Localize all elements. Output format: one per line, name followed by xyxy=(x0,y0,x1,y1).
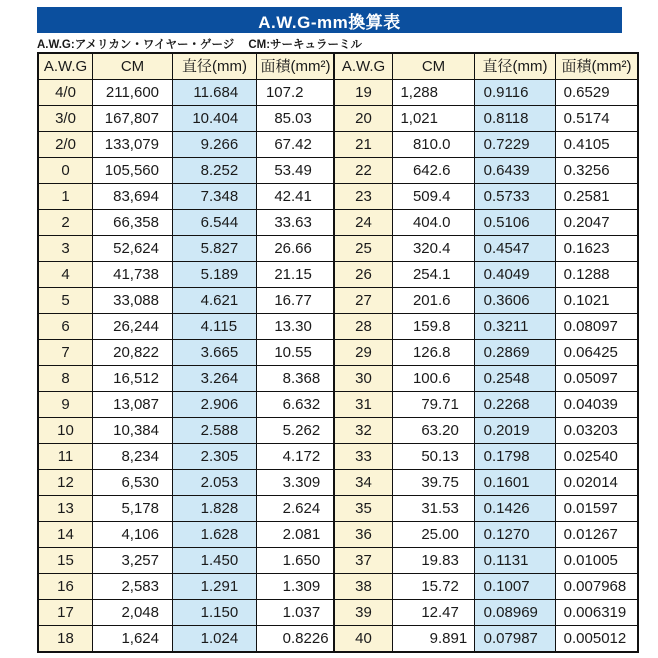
diameter-cell: 0.1270 xyxy=(475,522,556,548)
diameter-cell: 1.024 xyxy=(173,626,257,653)
awg-cell: 25 xyxy=(334,236,393,262)
table-row xyxy=(38,106,335,132)
area-cell: 0.3256 xyxy=(556,158,639,184)
diameter-cell: 0.1007 xyxy=(475,574,556,600)
table-row xyxy=(334,314,638,340)
diameter-cell: 0.3211 xyxy=(475,314,556,340)
table-row xyxy=(334,132,638,158)
legend xyxy=(37,36,362,51)
diameter-cell: 4.115 xyxy=(173,314,257,340)
table-row xyxy=(334,210,638,236)
area-cell: 0.01267 xyxy=(556,522,639,548)
table-row xyxy=(38,496,335,522)
cm-cell: 1,021 xyxy=(393,106,475,132)
table-row xyxy=(38,236,335,262)
cm-cell: 100.6 xyxy=(393,366,475,392)
table-row xyxy=(334,548,638,574)
diameter-cell: 3.665 xyxy=(173,340,257,366)
awg-cell: 17 xyxy=(38,600,93,626)
area-cell: 0.01005 xyxy=(556,548,639,574)
diameter-cell: 0.1601 xyxy=(475,470,556,496)
awg-cell: 4/0 xyxy=(38,80,93,106)
cm-cell: 50.13 xyxy=(393,444,475,470)
area-cell: 33.63 xyxy=(257,210,336,236)
awg-cell: 3/0 xyxy=(38,106,93,132)
table-row xyxy=(38,366,335,392)
area-cell: 0.006319 xyxy=(556,600,639,626)
cm-cell: 105,560 xyxy=(93,158,173,184)
table-row xyxy=(38,574,335,600)
area-cell: 0.005012 xyxy=(556,626,639,653)
cm-cell: 211,600 xyxy=(93,80,173,106)
table-row xyxy=(38,522,335,548)
area-cell: 2.081 xyxy=(257,522,336,548)
diameter-cell: 0.7229 xyxy=(475,132,556,158)
table-row xyxy=(334,80,638,106)
area-cell: 1.309 xyxy=(257,574,336,600)
cm-cell: 13,087 xyxy=(93,392,173,418)
awg-cell: 13 xyxy=(38,496,93,522)
table-row xyxy=(334,106,638,132)
cm-cell: 15.72 xyxy=(393,574,475,600)
table-row xyxy=(38,392,335,418)
area-cell: 0.5174 xyxy=(556,106,639,132)
cm-cell: 63.20 xyxy=(393,418,475,444)
table-row xyxy=(38,210,335,236)
table-row xyxy=(38,184,335,210)
diameter-cell: 1.150 xyxy=(173,600,257,626)
awg-cell: 20 xyxy=(334,106,393,132)
awg-cell: 27 xyxy=(334,288,393,314)
awg-cell: 14 xyxy=(38,522,93,548)
cm-cell: 133,079 xyxy=(93,132,173,158)
awg-cell: 39 xyxy=(334,600,393,626)
cm-cell: 52,624 xyxy=(93,236,173,262)
area-cell: 0.08097 xyxy=(556,314,639,340)
area-cell: 6.632 xyxy=(257,392,336,418)
awg-cell: 0 xyxy=(38,158,93,184)
cm-cell: 33,088 xyxy=(93,288,173,314)
diameter-cell: 8.252 xyxy=(173,158,257,184)
diameter-cell: 4.621 xyxy=(173,288,257,314)
table-row xyxy=(38,600,335,626)
table-row xyxy=(334,158,638,184)
cm-cell: 126.8 xyxy=(393,340,475,366)
table-row xyxy=(334,288,638,314)
awg-cell: 19 xyxy=(334,80,393,106)
table-row xyxy=(38,470,335,496)
table-row xyxy=(38,340,335,366)
awg-cell: 30 xyxy=(334,366,393,392)
table-row xyxy=(334,626,638,653)
area-cell: 53.49 xyxy=(257,158,336,184)
awg-cell: 2/0 xyxy=(38,132,93,158)
table-row xyxy=(38,418,335,444)
diameter-cell: 0.4547 xyxy=(475,236,556,262)
cm-cell: 404.0 xyxy=(393,210,475,236)
awg-cell: 4 xyxy=(38,262,93,288)
diameter-cell: 0.4049 xyxy=(475,262,556,288)
table-row xyxy=(334,236,638,262)
awg-cell: 34 xyxy=(334,470,393,496)
cm-cell: 810.0 xyxy=(393,132,475,158)
awg-cell: 18 xyxy=(38,626,93,653)
diameter-cell: 2.588 xyxy=(173,418,257,444)
legend-cm: CM:サーキュラーミル xyxy=(248,39,363,51)
awg-cell: 35 xyxy=(334,496,393,522)
awg-cell: 2 xyxy=(38,210,93,236)
diameter-cell: 5.189 xyxy=(173,262,257,288)
awg-cell: 29 xyxy=(334,340,393,366)
area-cell: 0.05097 xyxy=(556,366,639,392)
diameter-cell: 0.2548 xyxy=(475,366,556,392)
area-cell: 2.624 xyxy=(257,496,336,522)
column-header: CM xyxy=(93,53,173,80)
awg-cell: 11 xyxy=(38,444,93,470)
cm-cell: 8,234 xyxy=(93,444,173,470)
cm-cell: 25.00 xyxy=(393,522,475,548)
table-row xyxy=(334,574,638,600)
area-cell: 16.77 xyxy=(257,288,336,314)
table-row xyxy=(334,262,638,288)
column-header: 直径(mm) xyxy=(475,53,556,80)
diameter-cell: 0.2019 xyxy=(475,418,556,444)
diameter-cell: 6.544 xyxy=(173,210,257,236)
diameter-cell: 2.305 xyxy=(173,444,257,470)
area-cell: 67.42 xyxy=(257,132,336,158)
awg-cell: 10 xyxy=(38,418,93,444)
cm-cell: 320.4 xyxy=(393,236,475,262)
cm-cell: 3,257 xyxy=(93,548,173,574)
table-row xyxy=(334,392,638,418)
awg-cell: 6 xyxy=(38,314,93,340)
cm-cell: 254.1 xyxy=(393,262,475,288)
table-row xyxy=(38,132,335,158)
area-cell: 0.007968 xyxy=(556,574,639,600)
cm-cell: 167,807 xyxy=(93,106,173,132)
table-row xyxy=(38,80,335,106)
cm-cell: 12.47 xyxy=(393,600,475,626)
diameter-cell: 0.9116 xyxy=(475,80,556,106)
cm-cell: 66,358 xyxy=(93,210,173,236)
diameter-cell: 10.404 xyxy=(173,106,257,132)
table-row xyxy=(334,184,638,210)
table-row xyxy=(334,366,638,392)
diameter-cell: 1.450 xyxy=(173,548,257,574)
diameter-cell: 5.827 xyxy=(173,236,257,262)
table-row xyxy=(334,522,638,548)
diameter-cell: 1.628 xyxy=(173,522,257,548)
area-cell: 8.368 xyxy=(257,366,336,392)
cm-cell: 16,512 xyxy=(93,366,173,392)
diameter-cell: 2.906 xyxy=(173,392,257,418)
diameter-cell: 2.053 xyxy=(173,470,257,496)
diameter-cell: 0.2869 xyxy=(475,340,556,366)
diameter-cell: 7.348 xyxy=(173,184,257,210)
cm-cell: 39.75 xyxy=(393,470,475,496)
area-cell: 13.30 xyxy=(257,314,336,340)
table-row xyxy=(38,444,335,470)
area-cell: 4.172 xyxy=(257,444,336,470)
awg-cell: 8 xyxy=(38,366,93,392)
cm-cell: 1,288 xyxy=(393,80,475,106)
diameter-cell: 9.266 xyxy=(173,132,257,158)
table-row xyxy=(334,340,638,366)
awg-cell: 32 xyxy=(334,418,393,444)
header-row xyxy=(38,53,335,80)
diameter-cell: 1.291 xyxy=(173,574,257,600)
cm-cell: 83,694 xyxy=(93,184,173,210)
area-cell: 0.6529 xyxy=(556,80,639,106)
table-row xyxy=(38,288,335,314)
cm-cell: 9.891 xyxy=(393,626,475,653)
area-cell: 0.04039 xyxy=(556,392,639,418)
awg-cell: 24 xyxy=(334,210,393,236)
diameter-cell: 0.2268 xyxy=(475,392,556,418)
area-cell: 10.55 xyxy=(257,340,336,366)
area-cell: 107.2 xyxy=(257,80,336,106)
awg-cell: 23 xyxy=(334,184,393,210)
diameter-cell: 0.1131 xyxy=(475,548,556,574)
table-row xyxy=(38,626,335,653)
area-cell: 0.2047 xyxy=(556,210,639,236)
diameter-cell: 0.08969 xyxy=(475,600,556,626)
awg-cell: 5 xyxy=(38,288,93,314)
table-row xyxy=(38,262,335,288)
cm-cell: 201.6 xyxy=(393,288,475,314)
cm-cell: 4,106 xyxy=(93,522,173,548)
awg-cell: 15 xyxy=(38,548,93,574)
cm-cell: 642.6 xyxy=(393,158,475,184)
area-cell: 0.4105 xyxy=(556,132,639,158)
area-cell: 85.03 xyxy=(257,106,336,132)
table-row xyxy=(38,158,335,184)
area-cell: 42.41 xyxy=(257,184,336,210)
area-cell: 1.650 xyxy=(257,548,336,574)
awg-cell: 40 xyxy=(334,626,393,653)
page-title: A.W.G-mm換算表 xyxy=(258,12,401,32)
area-cell: 0.1021 xyxy=(556,288,639,314)
awg-cell: 7 xyxy=(38,340,93,366)
area-cell: 0.02540 xyxy=(556,444,639,470)
area-cell: 26.66 xyxy=(257,236,336,262)
awg-cell: 38 xyxy=(334,574,393,600)
diameter-cell: 3.264 xyxy=(173,366,257,392)
column-header: 面積(mm²) xyxy=(556,53,639,80)
cm-cell: 20,822 xyxy=(93,340,173,366)
cm-cell: 6,530 xyxy=(93,470,173,496)
awg-cell: 21 xyxy=(334,132,393,158)
diameter-cell: 11.684 xyxy=(173,80,257,106)
diameter-cell: 0.8118 xyxy=(475,106,556,132)
area-cell: 0.2581 xyxy=(556,184,639,210)
cm-cell: 31.53 xyxy=(393,496,475,522)
header-row xyxy=(334,53,638,80)
cm-cell: 2,048 xyxy=(93,600,173,626)
diameter-cell: 0.5106 xyxy=(475,210,556,236)
area-cell: 0.1288 xyxy=(556,262,639,288)
table-row xyxy=(38,314,335,340)
cm-cell: 19.83 xyxy=(393,548,475,574)
diameter-cell: 0.1798 xyxy=(475,444,556,470)
cm-cell: 1,624 xyxy=(93,626,173,653)
awg-cell: 37 xyxy=(334,548,393,574)
cm-cell: 509.4 xyxy=(393,184,475,210)
cm-cell: 10,384 xyxy=(93,418,173,444)
area-cell: 0.1623 xyxy=(556,236,639,262)
area-cell: 5.262 xyxy=(257,418,336,444)
diameter-cell: 0.3606 xyxy=(475,288,556,314)
column-header: CM xyxy=(393,53,475,80)
area-cell: 0.03203 xyxy=(556,418,639,444)
cm-cell: 5,178 xyxy=(93,496,173,522)
diameter-cell: 0.5733 xyxy=(475,184,556,210)
table-row xyxy=(334,418,638,444)
awg-cell: 22 xyxy=(334,158,393,184)
column-header: A.W.G xyxy=(38,53,93,80)
awg-cell: 36 xyxy=(334,522,393,548)
awg-cell: 3 xyxy=(38,236,93,262)
column-header: 直径(mm) xyxy=(173,53,257,80)
cm-cell: 26,244 xyxy=(93,314,173,340)
awg-cell: 33 xyxy=(334,444,393,470)
table-row xyxy=(334,496,638,522)
diameter-cell: 0.07987 xyxy=(475,626,556,653)
title-bar xyxy=(37,7,622,33)
awg-cell: 1 xyxy=(38,184,93,210)
cm-cell: 41,738 xyxy=(93,262,173,288)
area-cell: 1.037 xyxy=(257,600,336,626)
diameter-cell: 0.6439 xyxy=(475,158,556,184)
cm-cell: 2,583 xyxy=(93,574,173,600)
table-row xyxy=(334,470,638,496)
area-cell: 0.02014 xyxy=(556,470,639,496)
legend-awg: A.W.G:アメリカン・ワイヤー・ゲージ xyxy=(37,39,235,51)
table-row xyxy=(38,548,335,574)
table-row xyxy=(334,444,638,470)
conversion-table-left xyxy=(37,52,336,653)
awg-cell: 9 xyxy=(38,392,93,418)
table-row xyxy=(334,600,638,626)
column-header: 面積(mm²) xyxy=(257,53,336,80)
column-header: A.W.G xyxy=(334,53,393,80)
awg-cell: 16 xyxy=(38,574,93,600)
area-cell: 0.06425 xyxy=(556,340,639,366)
awg-cell: 26 xyxy=(334,262,393,288)
cm-cell: 79.71 xyxy=(393,392,475,418)
awg-cell: 31 xyxy=(334,392,393,418)
area-cell: 0.8226 xyxy=(257,626,336,653)
area-cell: 3.309 xyxy=(257,470,336,496)
cm-cell: 159.8 xyxy=(393,314,475,340)
area-cell: 21.15 xyxy=(257,262,336,288)
awg-cell: 28 xyxy=(334,314,393,340)
diameter-cell: 0.1426 xyxy=(475,496,556,522)
area-cell: 0.01597 xyxy=(556,496,639,522)
diameter-cell: 1.828 xyxy=(173,496,257,522)
awg-cell: 12 xyxy=(38,470,93,496)
conversion-table-right xyxy=(333,52,639,653)
